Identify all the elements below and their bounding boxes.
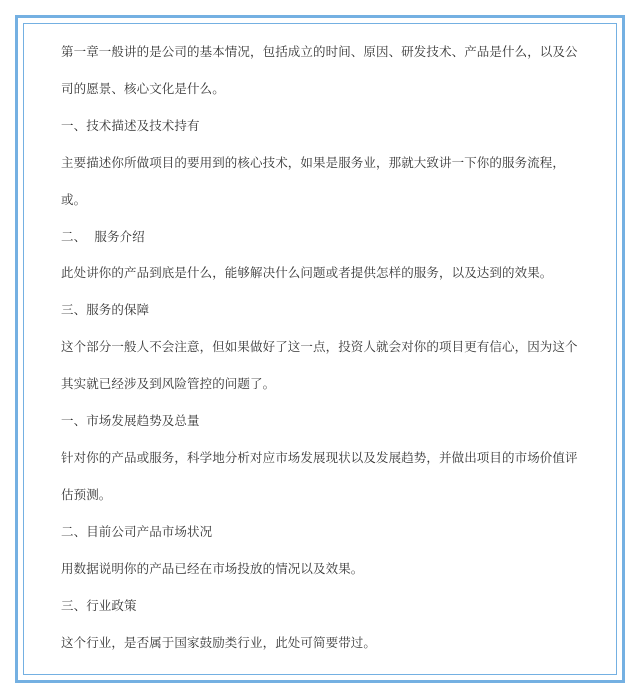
paragraph-product-description: 此处讲你的产品到底是什么，能够解决什么问题或者提供怎样的服务，以及达到的效果。 (61, 265, 553, 281)
heading-current-market-status: 二、目前公司产品市场状况 (61, 523, 213, 539)
heading-market-trend: 一、市场发展趋势及总量 (61, 413, 200, 429)
heading-service-introduction: 二、 服务介绍 (61, 228, 145, 244)
paragraph-core-technology: 主要描述你所做项目的要用到的核心技术，如果是服务业，那就大致讲一下你的服务流程，或。 (61, 154, 566, 207)
paragraph-market-analysis: 针对你的产品或服务，科学地分析对应市场发展现状以及发展趋势，并做出项目的市场价值评估预测。 (61, 449, 578, 502)
heading-technology-description: 一、技术描述及技术持有 (61, 117, 200, 133)
paragraph-policy-note: 这个行业，是否属于国家鼓励类行业，此处可简要带过。 (61, 634, 377, 650)
heading-industry-policy: 三、行业政策 (61, 597, 137, 613)
paragraph-market-data: 用数据说明你的产品已经在市场投放的情况以及效果。 (61, 560, 364, 576)
document-body (61, 34, 581, 661)
paragraph-risk-control: 这个部分一般人不会注意，但如果做好了这一点，投资人就会对你的项目更有信心，因为这个其实就已经涉及到风险管控的问题了。 (61, 339, 578, 392)
paragraph-company-overview: 第一章一般讲的是公司的基本情况，包括成立的时间、原因、研发技术、产品是什么，以及公司的愿景、核心文化是什么。 (61, 44, 578, 96)
heading-service-guarantee: 三、服务的保障 (61, 302, 150, 318)
